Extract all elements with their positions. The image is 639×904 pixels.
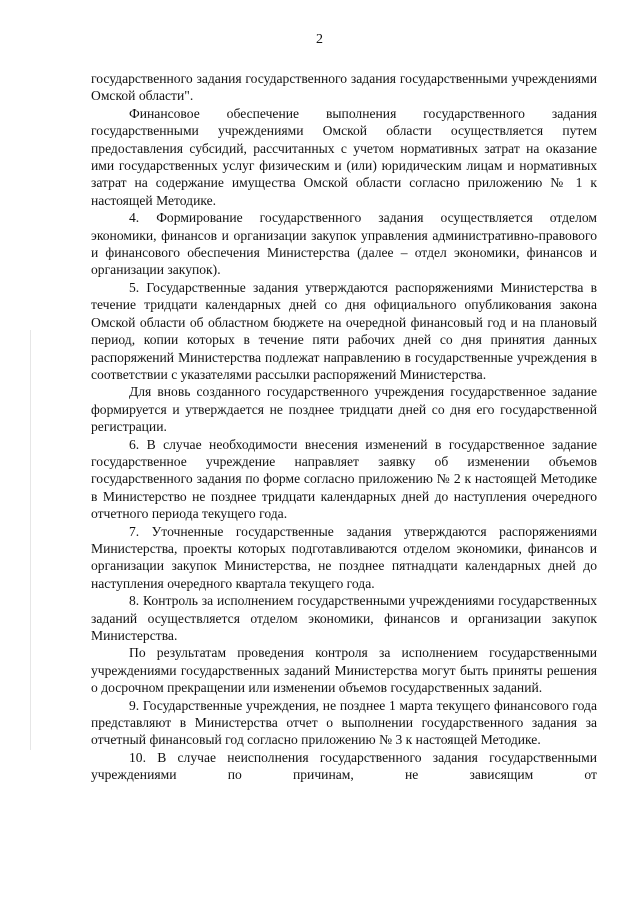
paragraph-item-10: 10. В случае неисполнения государственного задания государственными учреждениями по причинам, не зависящим от: [91, 749, 597, 783]
paragraph-item-5: 5. Государственные задания утверждаются распоряжениями Министерства в течение тридцати календарных дней со дня официального опубликования закона Омской области об областном бюджете на очередной финансовый год и на плановый период, копии которых в течение пяти рабочих дней со дня принятия данных распоряжений Министерства подлежат направлению в государственные учреждения в соответствии с указателями рассылки распоряжений Министерства.: [91, 279, 597, 382]
paragraph-item-8: 8. Контроль за исполнением государственными учреждениями государственных заданий осуществляется отделом экономики, финансов и организации закупок Министерства.: [91, 593, 597, 643]
scan-edge-line: [30, 330, 31, 750]
document-body: [91, 70, 597, 784]
paragraph-control-results: По результатам проведения контроля за исполнением государственными учреждениями государственных заданий Министерства могут быть приняты решения о досрочном прекращении или изменении объемов государственных заданий.: [91, 645, 597, 696]
paragraph-item-4: 4. Формирование государственного задания осуществляется отделом экономики, финансов и организации закупок управления административно-правового и финансового обеспечения Министерства (далее – отдел экономики, финансов и организации закупок).: [91, 210, 597, 278]
page-number: 2: [316, 32, 323, 47]
paragraph-item-7: 7. Уточненные государственные задания утверждаются распоряжениями Министерства, проекты которых подготавливаются отделом экономики, финансов и организации закупок Министерства, не позднее пятнадцати календарных дней до наступления очередного квартала текущего года.: [91, 523, 597, 591]
paragraph-item-9: 9. Государственные учреждения, не позднее 1 марта текущего финансового года представляют в Министерства отчет о выполнении государственного задания за отчетный финансовый год согласно приложению № 3 к настоящей Методике.: [91, 697, 597, 748]
paragraph-continuation: государственного задания государственного задания государственными учреждениями Омской области".: [91, 71, 597, 104]
paragraph-item-6: 6. В случае необходимости внесения изменений в государственное задание государственное учреждение направляет заявку об изменении объемов государственного задания по форме согласно приложению № 2 к настоящей Методике в Министерство не позднее тридцати календарных дней до наступления очередного отчетного периода текущего года.: [91, 436, 597, 522]
paragraph-new-institution: Для вновь созданного государственного учреждения государственное задание формируется и утверждается не позднее тридцати дней со дня его государственной регистрации.: [91, 384, 597, 435]
paragraph-financing: Финансовое обеспечение выполнения государственного задания государственными учреждениями Омской области осуществляется путем предоставления субсидий, рассчитанных с учетом нормативных затрат на оказание ими государственных услуг физическим и (или) юридическим лицам и нормативных затрат на содержание имущества Омской области согласно приложению № 1 к настоящей Методике.: [91, 105, 597, 208]
